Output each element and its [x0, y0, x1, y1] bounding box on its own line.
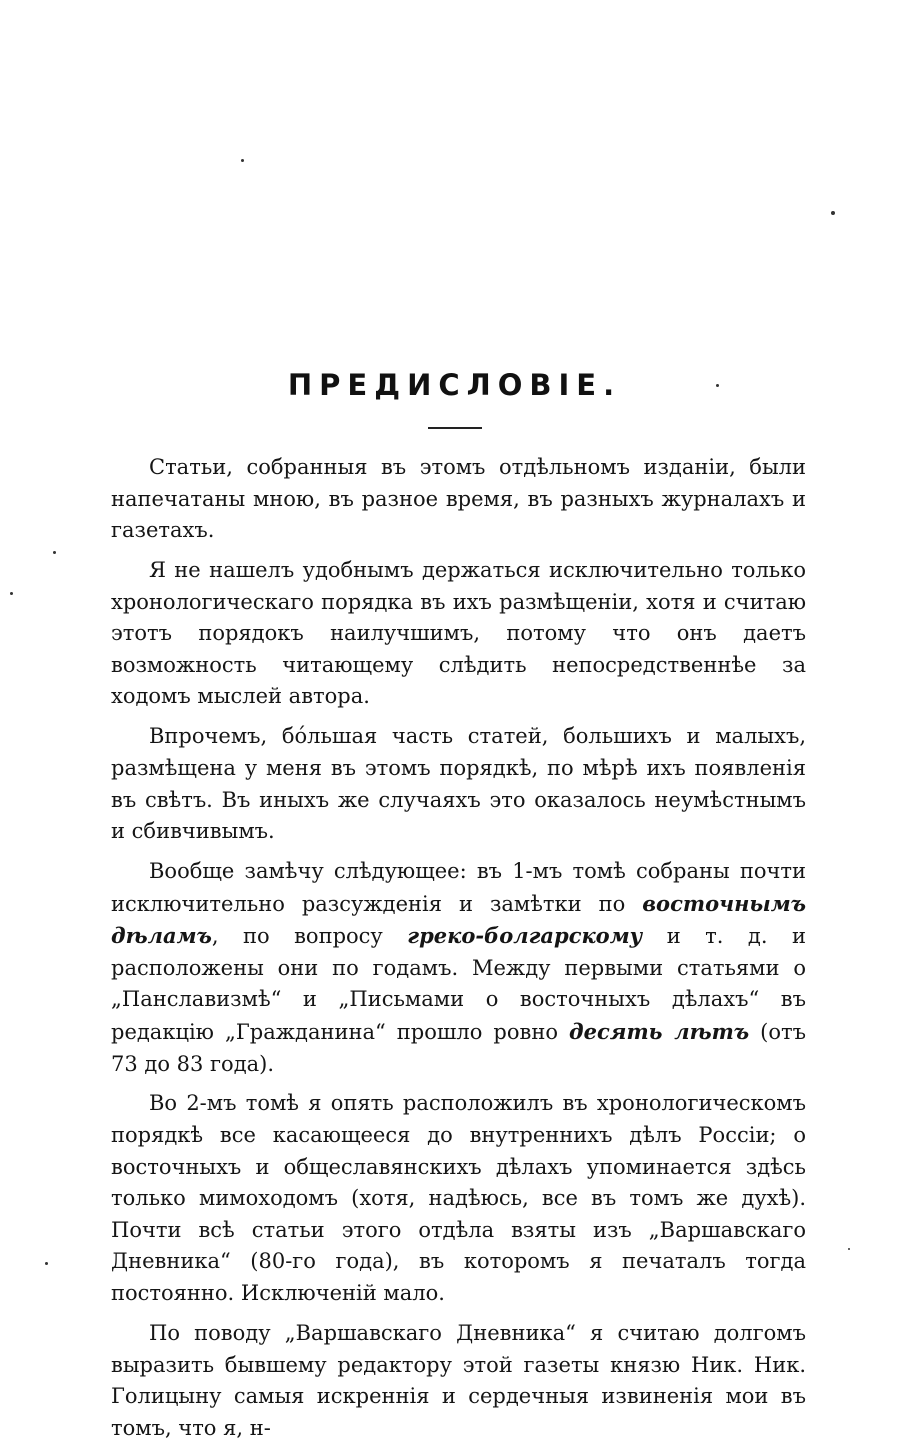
- body-text: [111, 452, 806, 1444]
- scan-speck: [10, 592, 13, 595]
- paragraph-text: Статьи, собранныя въ этомъ отдѣльномъ изданіи, были напечатаны мною, въ разное время, въ разныхъ журналахъ и газетахъ.: [111, 455, 806, 543]
- paragraph: [111, 555, 806, 713]
- paragraph-text: (отъ 73 до 83 года).: [111, 1019, 806, 1076]
- scan-speck: [53, 551, 56, 554]
- scan-speck: [831, 211, 835, 215]
- title-rule-divider: [428, 427, 482, 429]
- paragraph: [111, 1318, 806, 1444]
- paragraph-text: Во 2-мъ томѣ я опять расположилъ въ хронологическомъ порядкѣ все касающееся до внутреннихъ дѣлъ Россіи; о восточныхъ и общеславянскихъ дѣлахъ упоминается здѣсь только мимоходомъ (хотя, надѣюсь, все въ томъ же духѣ). Почти всѣ статьи этого отдѣла взяты изъ „Варшавскаго Дневника“ (80-го года), въ которомъ я печаталъ тогда постоянно. Исключеній мало.: [111, 1091, 806, 1306]
- paragraph: [111, 1088, 806, 1309]
- paragraph-text: Впрочемъ, бо́льшая часть статей, большихъ и малыхъ, размѣщена у меня въ этомъ порядкѣ, по мѣрѣ ихъ появленія въ свѣтъ. Въ иныхъ же случаяхъ это оказалось неумѣстнымъ и сбивчивымъ.: [111, 724, 806, 844]
- paragraph-text: , по вопросу: [211, 924, 408, 949]
- scan-speck: [848, 1248, 850, 1250]
- paragraph-text: Вообще замѣчу слѣдующее: въ 1-мъ томѣ собраны почти исключительно разсужденія и замѣтки по: [111, 859, 806, 916]
- paragraph: [111, 452, 806, 547]
- emphasis-text: греко-болгарскому: [407, 923, 643, 949]
- paragraph-text: По поводу „Варшавскаго Дневника“ я считаю долгомъ выразить бывшему редактору этой газеты князю Ник. Ник. Голицыну самыя искреннія и сердечныя извиненія мои въ томъ, что я, н-: [111, 1320, 806, 1440]
- scan-speck: [45, 1262, 48, 1265]
- paragraph: [111, 721, 806, 847]
- emphasis-text: десять лѣтъ: [569, 1018, 750, 1044]
- emphasis-text: восточнымъ дѣламъ: [111, 890, 806, 949]
- page-title: ПРЕДИСЛОВІЕ.: [287, 368, 622, 402]
- paragraph-text: и т. д. и расположены они по годамъ. Между первыми статьями о „Панславизмѣ“ и „Письмами о восточныхъ дѣлахъ“ въ редакцію „Гражданина“ прошло ровно: [111, 924, 806, 1044]
- paragraph-text: Я не нашелъ удобнымъ держаться исключительно только хронологическаго порядка въ ихъ размѣщеніи, хотя и считаю этотъ порядокъ наилучшимъ, потому что онъ даетъ возможность читающему слѣдить непосредственнѣе за ходомъ мыслей автора.: [111, 558, 806, 709]
- scan-speck: [241, 159, 244, 162]
- scan-speck: [716, 384, 719, 387]
- paragraph: [111, 856, 806, 1080]
